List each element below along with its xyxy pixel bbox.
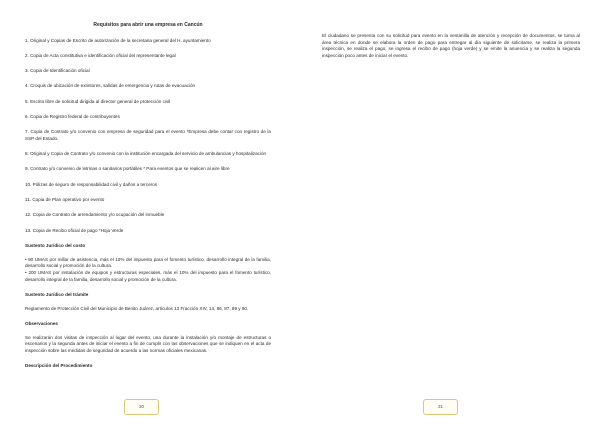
observaciones-heading: Observaciones [25,320,58,326]
requirement-item: 4. Croquis de ubicación de extintores, salidas de emergencia y rutas de evacuación [25,83,196,89]
requirement-item: 3. Copia de Identificación oficial [25,68,90,74]
left-text-column [25,22,271,377]
requirement-item: 10. Pólizas de seguro de responsabilidad civil y daños a terceros [25,181,158,187]
costo-line: • 90 UMAS por millar de asistencia, más el 10% del impuesto para el fomento turístico, desarrollo integral de la familia, desarrollo social y promoción de la cultura. [25,256,271,269]
requirement-item: 1. Original y Copias de Escrito de autorización de la secretaria general del H. ayuntamiento [25,37,211,43]
procedure-text: El ciudadano se presenta con su solicitud para evento en la ventanilla de atención y recepción de documentos, se turna al área técnica en donde se elabora la orden de pago para entregar al día siguiente de solicitarse, se realiza la primera inspección, se realiza el pago, se ingresa el recibo de pago (hoja verde) y se emite la anuencia y se realiza la segunda inspección poco antes de iniciar el evento. [322,33,580,58]
page-number: 31 [423,399,458,415]
requirement-item: 11. Copia de Plan operativo por evento [25,197,105,202]
requirement-item: 2. Copia de Acta constitutiva e identificación oficial del representante legal [25,52,176,58]
requirement-item: 7. Copia de Contrato y/o convenio con empresa de seguridad para el evento *Empresa debe contar con registro de la SSP del Estado. [25,129,271,141]
tramite-heading: Sustento Jurídico del trámite [25,291,89,297]
procedimiento-heading: Descripción del Procedimiento [25,363,93,369]
costo-line: • 200 UMAS por instalación de equipos y estructuras especiales, más el 10% del impuesto para el fomento turístico, desarrollo integral de la familia, desarrollo social y promoción de la cultura. [25,269,271,282]
right-page [300,0,600,424]
page-title: Requisitos para abrir una empresa en Cancún [93,22,203,28]
tramite-text: Reglamento de Protección Civil del Municipio de Benito Juárez, artículos 13 Fracción XIV, 14, 86, 87, 89 y 90. [25,305,249,311]
requirement-item: 12. Copia de Contrato de arrendamiento y/o ocupación del inmueble [25,212,165,218]
requirement-item: 5. Escrito libre de solicitud dirigida al director general de protección civil [25,98,171,104]
requirement-item: 13. Copia de Recibo oficial de pago *Hoja Verde [25,227,124,233]
requirement-item: 8. Original y Copia de Contrato y/o convenio con la institución encargada del servicio de ambulancias y hospitalización [25,151,267,157]
observaciones-text: Se realizarán dos visitas de inspección al lugar del evento, una durante la instalación y/o montaje de estructuras o escenarios y la segunda antes de iniciar el evento a fin de cumplir con las observaciones que se indiquen en el acta de inspección sobre las medidas de seguridad de acuerdo a las normas oficiales mexicanas. [25,334,271,354]
costo-heading: Sustento Jurídico del costo [25,242,86,248]
requirement-item: 6. Copia de Registro federal de contribuyentes [25,114,120,119]
page-number: 30 [124,399,159,415]
right-text-column [322,33,580,68]
requirement-item: 9. Contrato y/o convenio de letrinas o sanitarios portátiles * Para eventos que se realicen al aire libre [25,166,230,172]
